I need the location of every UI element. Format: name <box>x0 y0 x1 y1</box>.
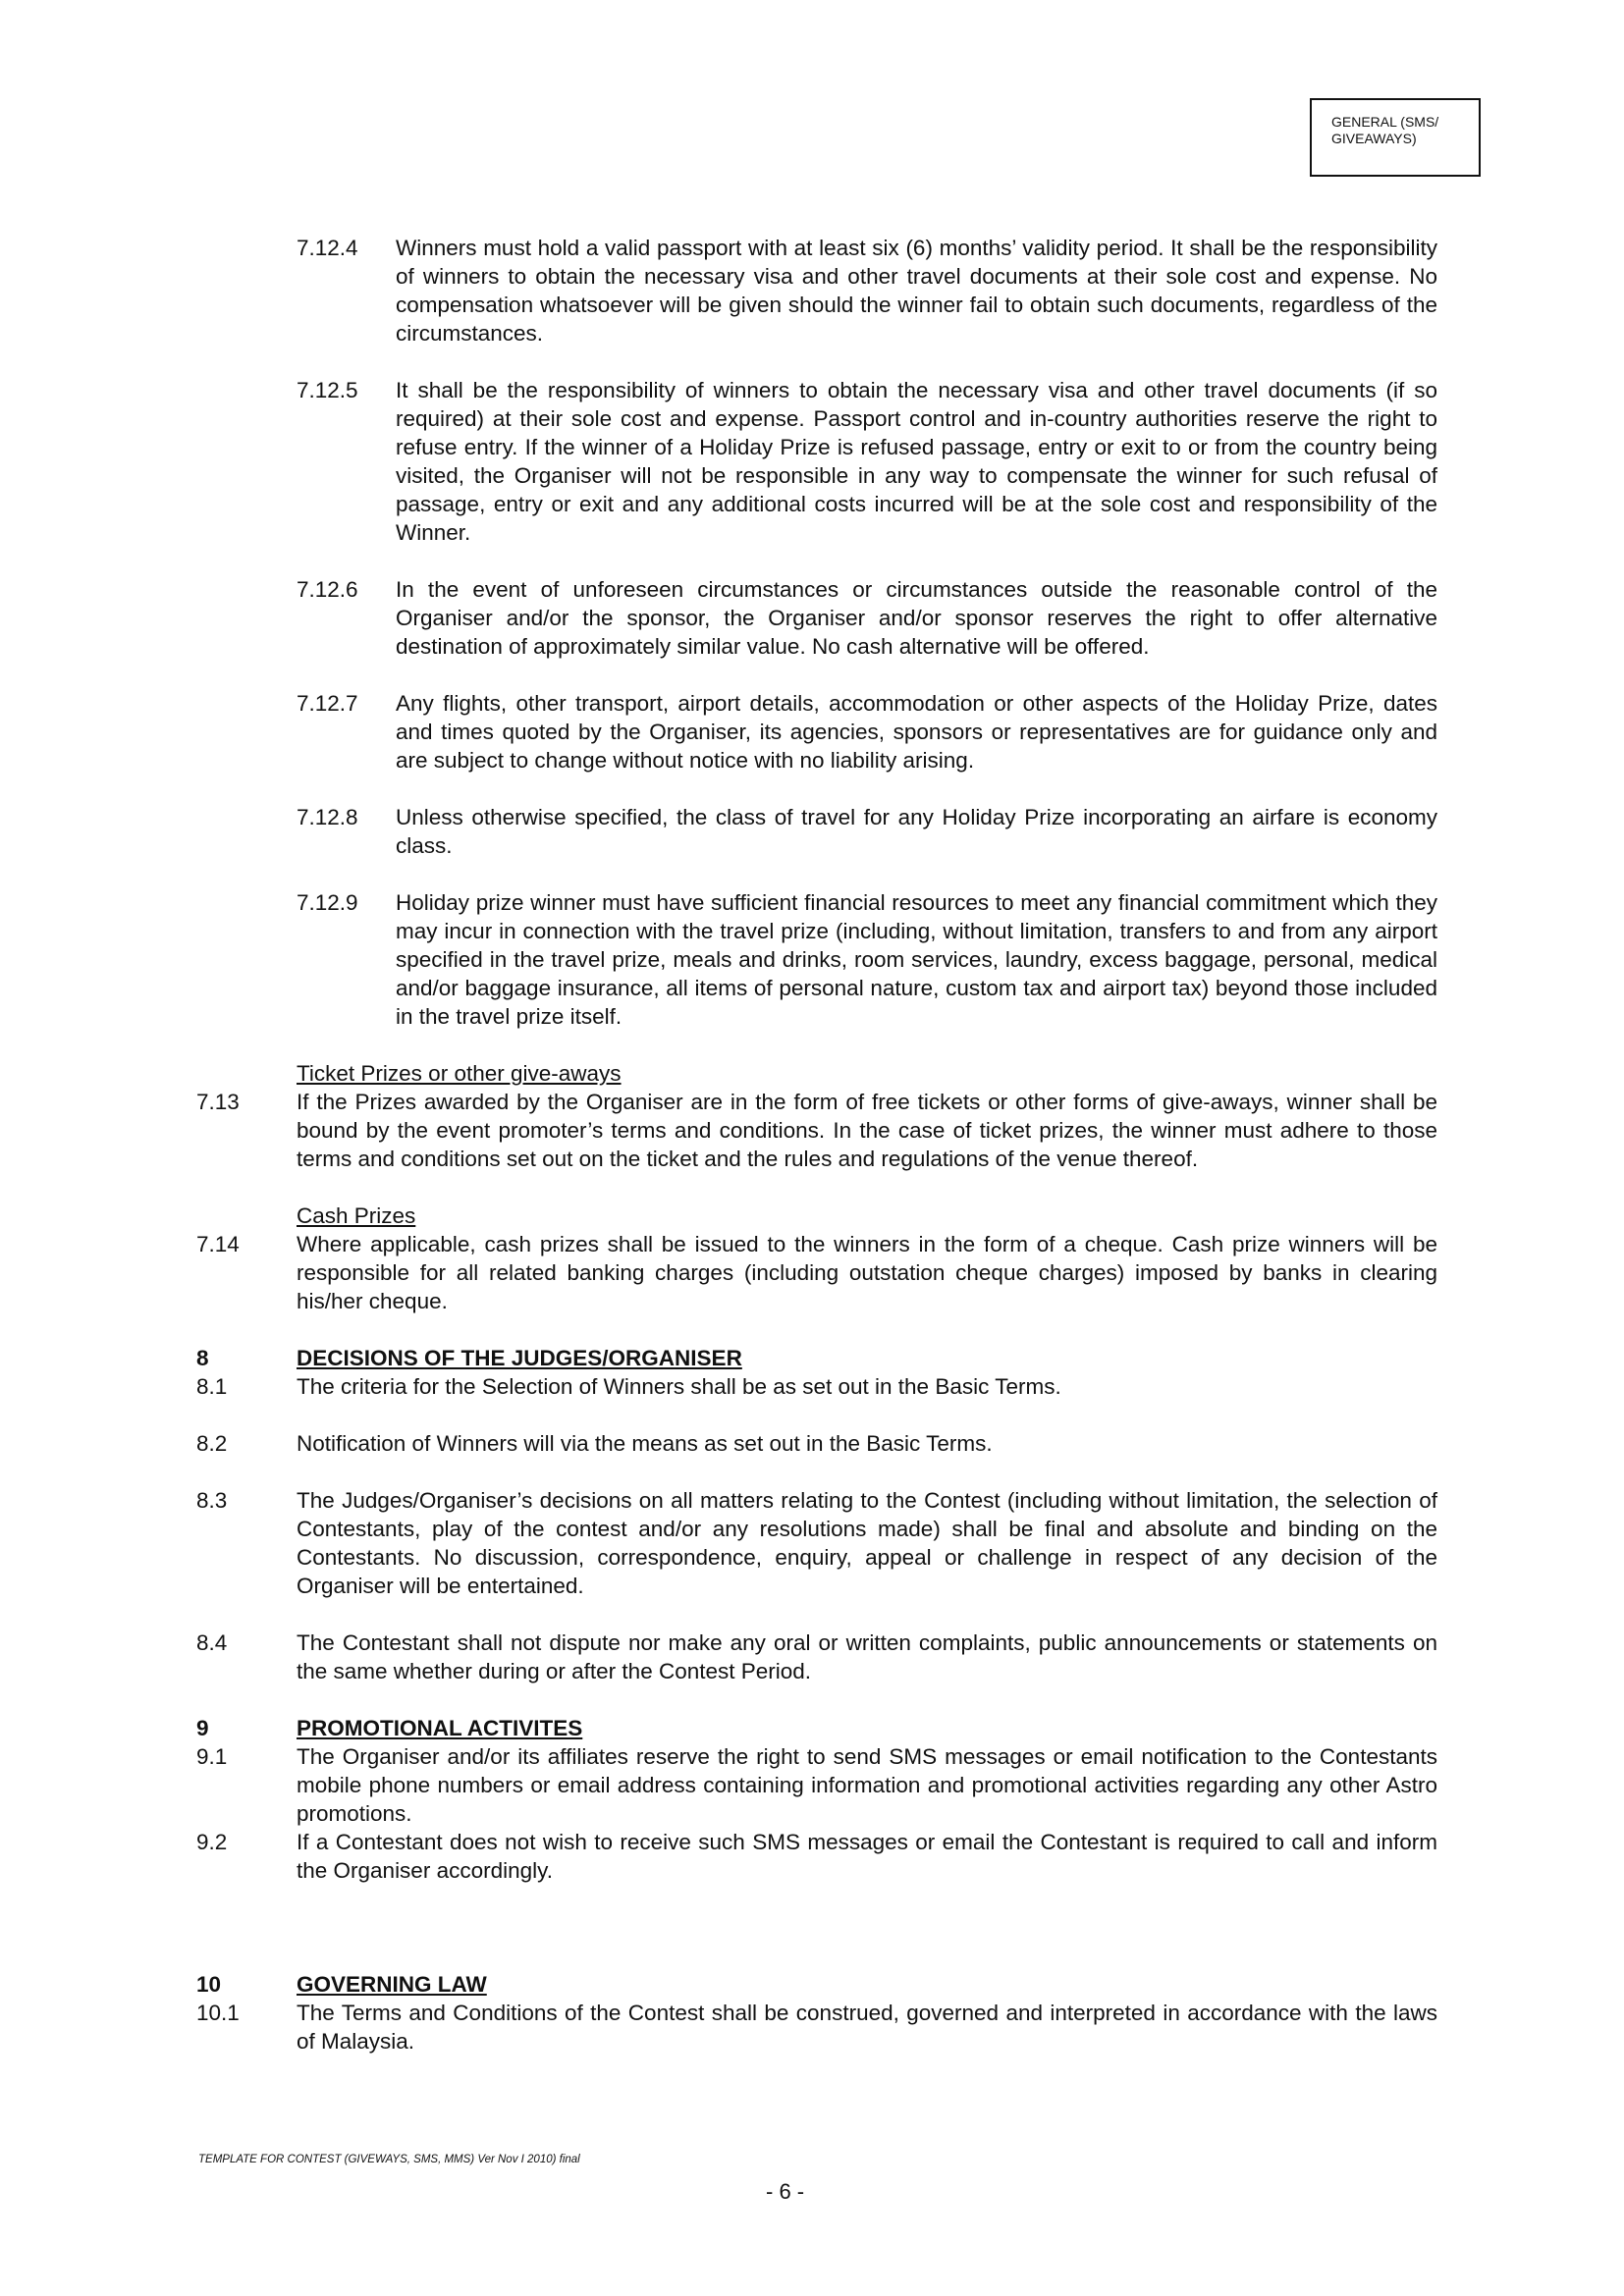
section-number: 10 <box>196 1972 222 1997</box>
clause-7-14 <box>196 1230 1437 1315</box>
clause-text: Holiday prize winner must have sufficient financial resources to meet any financial commitment which they may incur in connection with the travel prize (including, without limitation, transfers to and from any airport specified in the travel prize, meals and drinks, room services, laundry, excess baggage, personal, medical and/or baggage insurance, all items of personal nature, custom tax and airport tax) beyond those included in the travel prize itself. <box>396 890 1437 1029</box>
clause-number: 8.2 <box>196 1431 228 1456</box>
clause-number: 7.13 <box>196 1090 240 1114</box>
clause-7-12-9 <box>196 888 1437 1031</box>
clause-7-12-7 <box>196 689 1437 774</box>
section-8-heading <box>196 1344 1437 1372</box>
document-classification-box <box>1310 98 1481 177</box>
clause-number: 7.12.8 <box>297 805 358 829</box>
clause-number: 9.2 <box>196 1830 228 1854</box>
clause-text: The Terms and Conditions of the Contest shall be construed, governed and interpreted in accordance with the laws of Malaysia. <box>297 2001 1437 2054</box>
classification-line-1: GENERAL (SMS/ <box>1331 114 1439 130</box>
clause-number: 8.1 <box>196 1374 228 1399</box>
clause-10-1 <box>196 1999 1437 2056</box>
clause-number: 7.12.4 <box>297 236 358 260</box>
section-10-heading <box>196 1970 1437 1999</box>
clause-number: 9.1 <box>196 1744 228 1769</box>
clause-8-1 <box>196 1372 1437 1401</box>
clause-number: 8.3 <box>196 1488 228 1513</box>
clause-text: Notification of Winners will via the means as set out in the Basic Terms. <box>297 1431 993 1456</box>
document-body <box>196 234 1437 2056</box>
clause-text: If a Contestant does not wish to receive such SMS messages or email the Contestant is required to call and inform the Organiser accordingly. <box>297 1830 1437 1883</box>
subheading-ticket-prizes: Ticket Prizes or other give-aways <box>297 1061 622 1086</box>
subheading-cash-prizes: Cash Prizes <box>297 1203 416 1228</box>
clause-number: 10.1 <box>196 2001 240 2025</box>
section-title: DECISIONS OF THE JUDGES/ORGANISER <box>297 1346 742 1370</box>
clause-7-12-5 <box>196 376 1437 547</box>
clause-8-4 <box>196 1629 1437 1685</box>
classification-line-2: GIVEAWAYS) <box>1331 131 1417 146</box>
clause-text: The criteria for the Selection of Winners shall be as set out in the Basic Terms. <box>297 1374 1061 1399</box>
clause-8-2 <box>196 1429 1437 1458</box>
section-title: GOVERNING LAW <box>297 1972 487 1997</box>
clause-number: 8.4 <box>196 1630 228 1655</box>
clause-8-3 <box>196 1486 1437 1600</box>
clause-text: The Organiser and/or its affiliates reserve the right to send SMS messages or email notification to the Contestants mobile phone numbers or email address containing information and promotional activities regarding any other Astro promotions. <box>297 1744 1437 1826</box>
clause-text: Any flights, other transport, airport details, accommodation or other aspects of the Holiday Prize, dates and times quoted by the Organiser, its agencies, sponsors or representatives are for guidance only and are subject to change without notice with no liability arising. <box>396 691 1437 773</box>
section-9-heading <box>196 1714 1437 1742</box>
clause-7-12-8 <box>196 803 1437 860</box>
clause-text: If the Prizes awarded by the Organiser are in the form of free tickets or other forms of give-aways, winner shall be bound by the event promoter’s terms and conditions. In the case of ticket prizes, the winner must adhere to those terms and conditions set out on the ticket and the rules and regulations of the venue thereof. <box>297 1090 1437 1171</box>
section-number: 9 <box>196 1716 209 1740</box>
section-title: PROMOTIONAL ACTIVITES <box>297 1716 583 1740</box>
clause-text: The Judges/Organiser’s decisions on all matters relating to the Contest (including without limitation, the selection of Contestants, play of the contest and/or any resolutions made) shall be final and absolute and binding on the Contestants. No discussion, correspondence, enquiry, appeal or challenge in respect of any decision of the Organiser will be entertained. <box>297 1488 1437 1598</box>
clause-text: Where applicable, cash prizes shall be issued to the winners in the form of a cheque. Cash prize winners will be responsible for all related banking charges (including outstation cheque charges) imposed by banks in clearing his/her cheque. <box>297 1232 1437 1313</box>
clause-text: Unless otherwise specified, the class of travel for any Holiday Prize incorporating an airfare is economy class. <box>396 805 1437 858</box>
clause-text: It shall be the responsibility of winners to obtain the necessary visa and other travel documents (if so required) at their sole cost and expense. Passport control and in-country authorities reserve the right to refuse entry. If the winner of a Holiday Prize is refused passage, entry or exit to or from the country being visited, the Organiser will not be responsible in any way to compensate the winner for such refusal of passage, entry or exit and any additional costs incurred will be at the sole cost and responsibility of the Winner. <box>396 378 1437 545</box>
clause-number: 7.12.5 <box>297 378 358 402</box>
template-footer-note: TEMPLATE FOR CONTEST (GIVEWAYS, SMS, MMS) Ver Nov I 2010) final <box>198 2154 580 2165</box>
section-number: 8 <box>196 1346 209 1370</box>
page-number: - 6 - <box>766 2179 805 2204</box>
clause-text: Winners must hold a valid passport with at least six (6) months’ validity period. It shall be the responsibility of winners to obtain the necessary visa and other travel documents at their sole cost and expense. No compensation whatsoever will be given should the winner fail to obtain such documents, regardless of the circumstances. <box>396 236 1437 346</box>
clause-text: The Contestant shall not dispute nor make any oral or written complaints, public announcements or statements on the same whether during or after the Contest Period. <box>297 1630 1437 1683</box>
clause-text: In the event of unforeseen circumstances or circumstances outside the reasonable control of the Organiser and/or the sponsor, the Organiser and/or sponsor reserves the right to offer alternative destination of approximately similar value. No cash alternative will be offered. <box>396 577 1437 659</box>
clause-7-13 <box>196 1088 1437 1173</box>
clause-9-2 <box>196 1828 1437 1885</box>
clause-number: 7.12.7 <box>297 691 358 716</box>
clause-7-12-4 <box>196 234 1437 347</box>
clause-9-1 <box>196 1742 1437 1828</box>
clause-number: 7.14 <box>196 1232 240 1256</box>
clause-number: 7.12.6 <box>297 577 358 602</box>
clause-number: 7.12.9 <box>297 890 358 915</box>
clause-7-12-6 <box>196 575 1437 661</box>
